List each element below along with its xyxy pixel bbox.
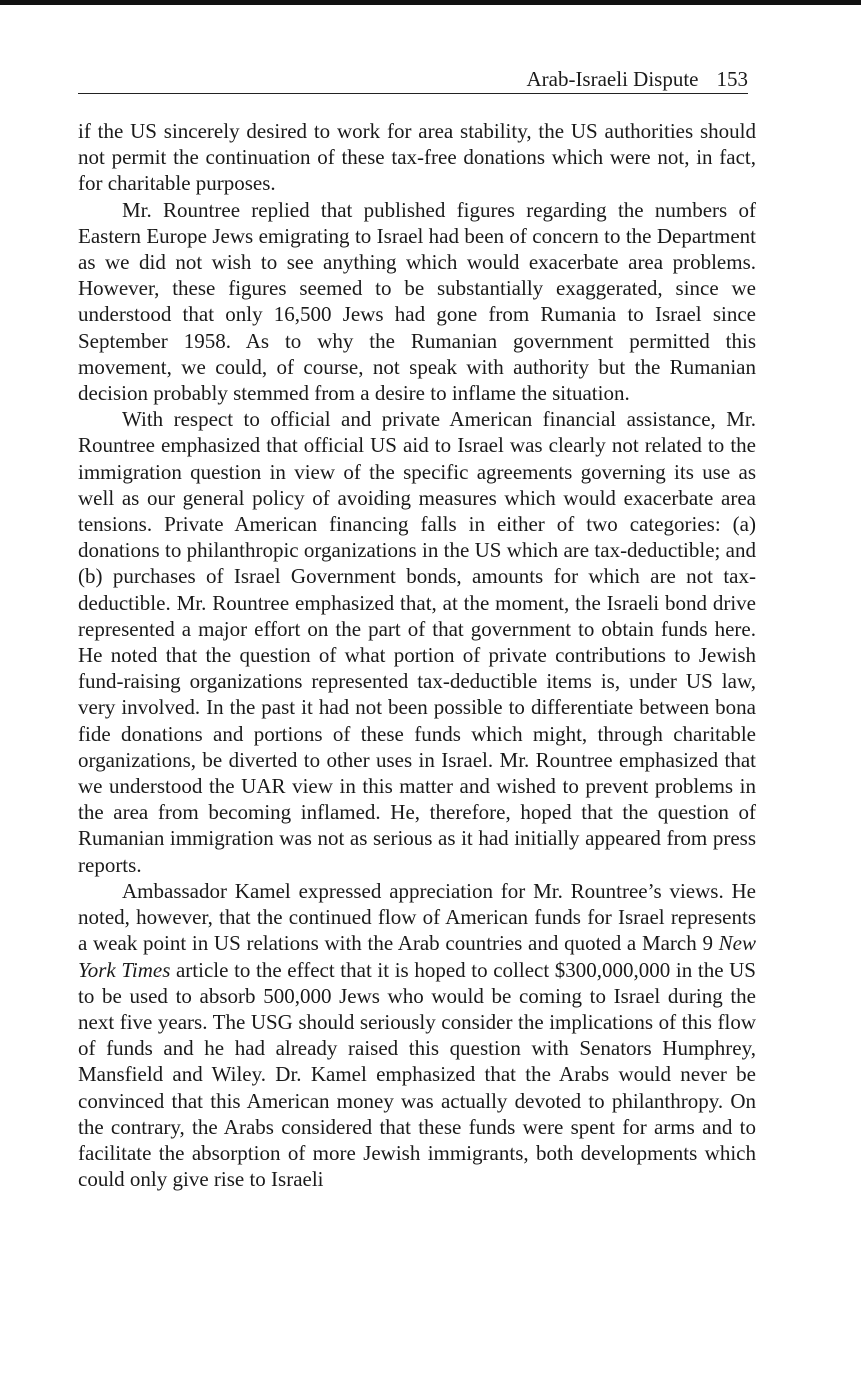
paragraph-text-before-citation: Ambassador Kamel expressed appreciation for Mr. Rountree’s views. He noted, however, that the continued flow of American funds for Israel represents a weak point in US relations with the Arab countries and quoted a March 9 <box>78 878 756 956</box>
newspaper-citation: New York Times <box>78 931 756 982</box>
paragraph-text-after-citation: article to the effect that it is hoped to collect $300,000,000 in the US to be used to absorb 500,000 Jews who would be coming to Israel during the next five years. The USG should seriously consider the implications of this flow of funds and he had already raised this question with Senators Humphrey, Mansfield and Wiley. Dr. Kamel emphasized that the Arabs would never be convinced that this American money was actually devoted to philanthropy. On the contrary, the Arabs considered that these funds were spent for arms and to facilitate the absorption of more Jewish immigrants, both developments which could only give rise to Israeli <box>78 957 756 1192</box>
paragraph-continued: if the US sincerely desired to work for area stability, the US authorities should not permit the continuation of these tax-free donations which were not, in fact, for charitable purposes. <box>78 119 756 196</box>
running-header <box>78 64 748 94</box>
body-text <box>78 118 756 1192</box>
paragraph-financial-assistance: With respect to official and private American financial assistance, Mr. Rountree emphasized that official US aid to Israel was clearly not related to the immigration question in view of the specific agreements governing its use as well as our general policy of avoiding measures which would exacerbate area tensions. Private American financing falls in either of two categories: (a) donations to philanthropic organizations in the US which are tax-deductible; and (b) purchases of Israel Government bonds, amounts for which are not tax-deductible. Mr. Rountree emphasized that, at the moment, the Israeli bond drive represented a major effort on the part of that government to obtain funds here. He noted that the question of what portion of private contributions to Jewish fund-raising organizations represented tax-deductible items is, under US law, very involved. In the past it had not been possible to differentiate between bona fide donations and portions of these funds which might, through charitable organizations, be diverted to other uses in Israel. Mr. Rountree emphasized that we understood the UAR view in this matter and wished to prevent problems in the area from becoming inflamed. He, therefore, hoped that the question of Rumanian immigration was not as serious as it had initially appeared from press reports. <box>78 407 756 877</box>
paragraph-kamel-response <box>78 878 756 1192</box>
paragraph-rountree-reply: Mr. Rountree replied that published figures regarding the numbers of Eastern Europe Jews emigrating to Israel had been of concern to the Department as we did not wish to see anything which would exacerbate area problems. However, these figures seemed to be substantially exaggerated, since we understood that only 16,500 Jews had gone from Rumania to Israel since September 1958. As to why the Rumanian government permitted this movement, we could, of course, not speak with authority but the Rumanian decision probably stemmed from a desire to inflame the situation. <box>78 197 756 406</box>
page-top-edge <box>0 0 861 5</box>
page-number: 153 <box>716 67 748 91</box>
header-title: Arab-Israeli Dispute <box>526 67 699 91</box>
